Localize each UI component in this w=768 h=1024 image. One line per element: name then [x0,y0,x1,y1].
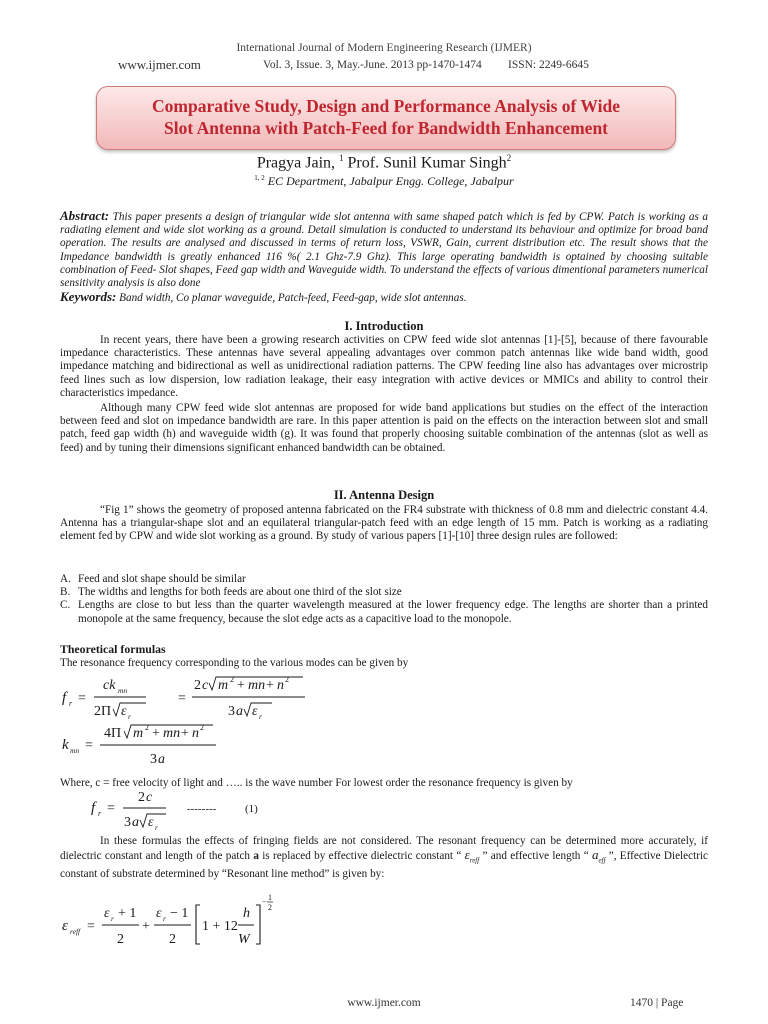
title-line-1: Comparative Study, Design and Performance Analysis of Wide [152,96,620,116]
list-marker: C. [60,599,71,612]
svg-text:a: a [236,704,243,719]
svg-text:ε: ε [156,906,162,921]
a-eff-symbol: $a_{eff}$ [591,847,606,865]
list-item-text: Lengths are close to but less than the quarter wavelength measured at the lower frequency edge. The lengths are shorter than a printed monopole at the same frequency, because the slot edge acts as a capacitive load to the monopole. [78,599,708,625]
svg-text:ε: ε [62,918,68,934]
svg-text:m: m [218,678,229,693]
svg-text:ε: ε [104,906,110,921]
equation-wave-number [62,723,216,767]
svg-text:=: = [78,691,86,706]
intro-paragraph-1: In recent years, there have been a growing research activities on CPW feed wide slot antennas [1]-[5], because of there favourable impedance characteristics. These antennas have several appealing advantages over common patch antennas like wide band width, good impedance matching and bidirectional as well as unidirectional radiation patterns. The CPW feeding line also has advantages over microstrip feed lines such as low dispersion, low radiation leakage, their easy integration with active devices or MMICs and ability to control their characteristics impedance. [60,334,708,399]
keywords [60,290,708,305]
eq1-dashes: -------- [187,803,217,815]
patch-length-symbol: a [253,850,259,863]
svg-text:h: h [243,906,250,921]
svg-text:r: r [128,712,131,721]
fringing-paragraph [60,835,708,881]
svg-text:=: = [107,801,115,816]
svg-text:2Π: 2Π [94,704,112,719]
list-marker: B. [60,586,71,599]
title-line-2: Slot Antenna with Patch-Feed for Bandwidth Enhancement [163,118,609,138]
svg-text:2: 2 [194,678,201,693]
journal-volume: Vol. 3, Issue. 3, May.-June. 2013 pp-1470-1474 [263,59,482,71]
svg-text:m: m [133,726,144,741]
footer-url[interactable]: www.ijmer.com [347,997,421,1009]
svg-text:reff: reff [70,927,81,936]
equation-effective-dielectric [62,893,273,947]
svg-text:3: 3 [124,815,131,830]
author-1: Pragya Jain, [256,154,340,172]
design-paragraph: “Fig 1” shows the geometry of proposed antenna fabricated on the FR4 substrate with thickness of 0.8 mm and dielectric constant 4.4. Antenna has a triangular-shape slot and an equilateral triangular-patch feed with an edge length of 15 mm. Patch is working as a radiating element fed by CPW and wide slot working as a ground. By study of various papers [1]-[10] three design rules are followed: [60,504,708,543]
list-item [60,573,708,586]
svg-text:r: r [98,809,102,818]
svg-text:3: 3 [150,752,157,767]
footer-page-number: 1470 | Page [630,997,684,1009]
svg-text:c: c [146,790,153,805]
svg-text:r: r [69,699,73,708]
svg-text:1 + 12: 1 + 12 [202,919,238,934]
abstract [60,209,708,290]
svg-text:a: a [158,752,165,767]
svg-text:2: 2 [138,790,145,805]
eps-reff-symbol: $\varepsilon_{reff}$ [464,847,480,865]
author-2: Prof. Sunil Kumar Singh [343,154,507,172]
svg-text:+: + [152,726,160,741]
svg-text:3: 3 [228,704,235,719]
author-1-sup: 1 [339,153,344,163]
affiliation-sup: 1, 2 [254,174,265,182]
list-item [60,599,708,625]
journal-info-line [118,57,658,73]
svg-text:f: f [91,800,96,816]
svg-text:ck: ck [103,678,116,693]
svg-text:− 1: − 1 [170,906,189,921]
svg-text:−: − [262,897,267,906]
eq1-number: (1) [245,803,258,815]
svg-text:mn: mn [248,678,266,693]
svg-text:2: 2 [117,932,124,947]
svg-text:mn: mn [163,726,181,741]
svg-text:2: 2 [145,723,149,732]
svg-text:2: 2 [268,903,272,912]
where-text: Where, c = free velocity of light and ….. is the wave number For lowest order the resonance frequency is given by [60,777,573,789]
affiliation [0,174,768,189]
list-item-text: The widths and lengths for both feeds are about one third of the slot size [78,586,402,599]
paper-title [97,87,675,139]
svg-text:ε: ε [252,704,258,719]
svg-text:=: = [85,738,93,753]
fringing-text-a: In these formulas the effects of fringing fields are not considered. The resonant frequency can be determined more accurately, if dielectric constant and length of the patch [60,835,708,863]
section-1-heading: I. Introduction [344,319,424,333]
keywords-text: Band width, Co planar waveguide, Patch-feed, Feed-gap, wide slot antennas. [116,292,467,304]
list-item-text: Feed and slot shape should be similar [78,573,246,585]
svg-text:a: a [132,815,139,830]
author-2-sup: 2 [506,153,512,163]
author-list [0,153,768,172]
list-item [60,586,708,599]
abstract-label: Abstract: [60,208,110,223]
svg-text:2: 2 [230,675,234,684]
svg-text:ε: ε [148,815,154,830]
svg-text:f: f [62,690,67,706]
fringing-text-d: ”, Effective Dielectric constant of substrate determined by “Resonant line method” is given by: [60,850,708,880]
svg-text:c: c [202,678,209,693]
section-2-heading: II. Antenna Design [333,488,435,502]
svg-text:+ 1: + 1 [118,906,137,921]
svg-text:+: + [142,919,150,934]
svg-text:n: n [277,678,284,693]
svg-text:r: r [155,823,158,832]
svg-text:mn: mn [118,686,128,695]
abstract-text: This paper presents a design of triangular wide slot antenna with same shaped patch which is fed by CPW. Patch is working as a radiating element and wide slot working as a ground. Detail simulation is conducted to understand its behaviour and optimize for broad band operation. The results are analysed and discussed in terms of return loss, VSWR, Gain, current distribution etc. The result shows that the Impedance bandwidth is greatly enhanced 116 %( 2.1 Ghz-7.9 Ghz). This large operating bandwidth is optained by choosing suitable combination of Feed- Slot shapes, Feed gap width and Waveguide width. To understand the effects of various dimentional parameters numerical sensitivity analysis is also done [60,211,708,290]
journal-issn: ISSN: 2249-6645 [508,59,589,71]
svg-text:r: r [259,712,262,721]
equation-lowest-order [91,790,258,832]
svg-text:+: + [266,678,274,693]
title-box [96,86,676,150]
theory-text: The resonance frequency corresponding to the various modes can be given by [60,657,409,669]
list-marker: A. [60,573,71,585]
svg-text:r: r [111,914,114,923]
keywords-label: Keywords: [60,289,117,304]
equation-resonance-frequency [62,675,305,721]
svg-text:n: n [192,726,199,741]
svg-text:mn: mn [70,746,80,755]
theory-heading: Theoretical formulas [60,642,166,656]
svg-text:r: r [163,914,166,923]
design-rules-list [60,573,708,626]
svg-text:=: = [178,691,186,706]
svg-text:W: W [238,932,250,947]
svg-text:2: 2 [169,932,176,947]
svg-text:1: 1 [268,893,272,902]
svg-text:+: + [237,678,245,693]
svg-text:2: 2 [200,723,204,732]
fringing-text-c: ” and effective length “ [479,850,592,863]
svg-text:+: + [181,726,189,741]
fringing-text-b: is replaced by effective dielectric constant “ [258,850,465,863]
svg-text:=: = [87,919,95,934]
affiliation-text: EC Department, Jabalpur Engg. College, Jabalpur [267,174,514,188]
svg-text:ε: ε [121,704,127,719]
svg-text:4Π: 4Π [104,726,122,741]
svg-text:k: k [62,737,69,753]
journal-url[interactable]: www.ijmer.com [118,57,201,72]
intro-paragraph-2: Although many CPW feed wide slot antennas are proposed for wide band applications but studies on the effect of the interaction between feed and slot on impedance bandwidth are rare. In this paper attention is paid on the effects on the interaction between slot and small patch, feed gap width (h) and waveguide width (g). It was found that properly choosing suitable combination of the antennas (slot as well as feed) and by tuning their dimensions significant enhanced bandwidth can be obtained. [60,402,708,454]
svg-text:2: 2 [285,675,289,684]
journal-name: International Journal of Modern Engineering Research (IJMER) [236,42,532,54]
